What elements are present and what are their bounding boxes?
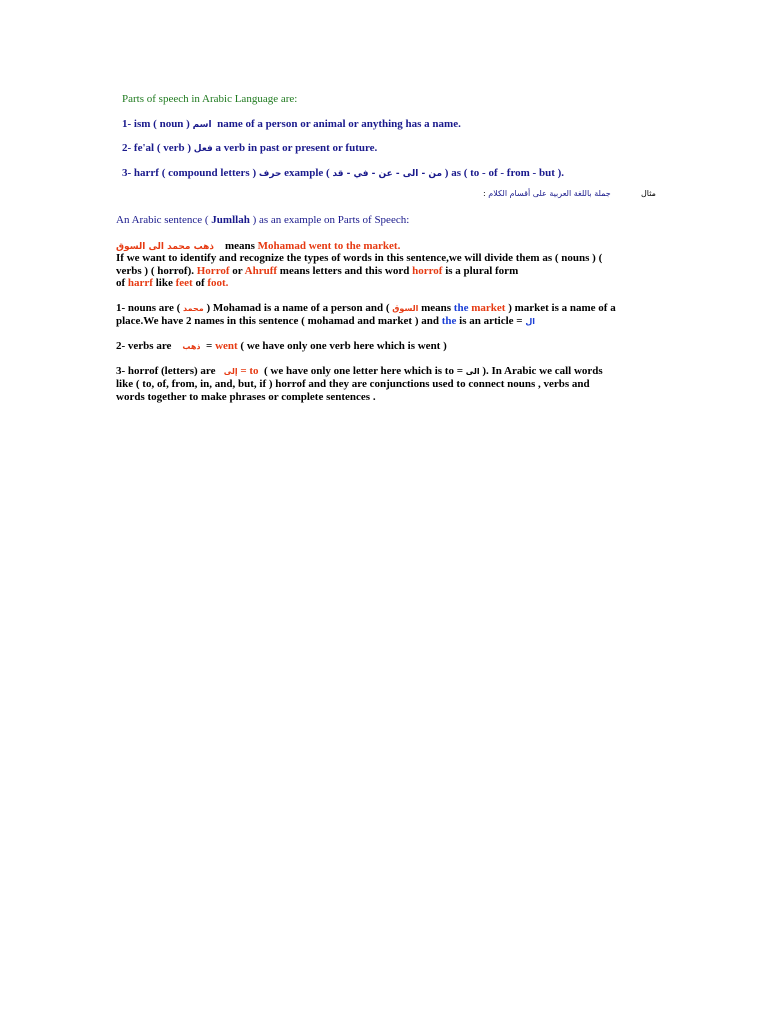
horrof-text2: ). In Arabic we call words bbox=[482, 365, 603, 377]
verbs-line bbox=[116, 340, 447, 353]
item-harrf-text: ) as ( to - of - from - but ). bbox=[444, 167, 565, 179]
horrof-eq: = bbox=[240, 365, 247, 377]
verbs-eq: = bbox=[206, 340, 213, 352]
nouns-line2-text: place.We have 2 names in this sentence ( mohamad and market ) and bbox=[116, 315, 439, 327]
para1-horrof: Horrof bbox=[196, 265, 230, 277]
horrof-arabic2: الى bbox=[465, 367, 480, 376]
item-verb bbox=[122, 142, 377, 156]
item-verb-arabic: فعل bbox=[193, 144, 213, 154]
item-harrf-arabic: حرف bbox=[258, 169, 282, 179]
nouns-text2: ) market is a name of a bbox=[508, 302, 616, 314]
para1-line3 bbox=[116, 277, 228, 290]
example-arabic: جملة باللغة العربية على أقسام الكلام bbox=[488, 189, 611, 198]
horrof-to: to bbox=[249, 365, 259, 377]
verbs-text: ( we have only one verb here which is went ) bbox=[240, 340, 447, 352]
sentence-translation: Mohamad went to the market. bbox=[257, 240, 401, 252]
horrof-line3: words together to make phrases or complete sentences . bbox=[116, 391, 376, 403]
item-noun bbox=[122, 118, 461, 132]
nouns-line1 bbox=[116, 302, 616, 315]
sentence-intro-before: An Arabic sentence ( bbox=[116, 214, 209, 226]
nouns-article: ال bbox=[525, 317, 535, 326]
nouns-arabic1: محمد bbox=[183, 304, 204, 313]
verbs-arabic: ذهب bbox=[182, 342, 201, 351]
horrof-line1 bbox=[116, 365, 603, 378]
para1-text-b: means letters and this word bbox=[279, 265, 410, 277]
para1-horrof2: horrof bbox=[412, 265, 443, 277]
para1-feet: feet bbox=[175, 277, 193, 289]
sentence-means: means bbox=[224, 240, 255, 252]
nouns-the2: the bbox=[441, 315, 457, 327]
para1-harrf: harrf bbox=[127, 277, 153, 289]
nouns-market: market bbox=[471, 302, 506, 314]
horrof-arabic: إلى bbox=[223, 367, 238, 376]
item-verb-prefix: 2- fe'al ( verb ) bbox=[122, 142, 192, 154]
nouns-means: means bbox=[421, 302, 452, 314]
horrof-prefix: 3- horrof (letters) are bbox=[116, 365, 216, 377]
nouns-text1: ) Mohamad is a name of a person and ( bbox=[206, 302, 390, 314]
sentence-arabic: ذهب محمد الى السوق bbox=[116, 242, 214, 252]
item-noun-text: name of a person or animal or anything has a name. bbox=[217, 118, 461, 130]
sentence-intro bbox=[116, 214, 409, 227]
example-label: : مثال bbox=[483, 189, 656, 198]
item-harrf-arabic-list: من - الى - عن - في - قد bbox=[332, 169, 443, 179]
item-noun-prefix: 1- ism ( noun ) bbox=[122, 118, 190, 130]
sentence-intro-term: Jumllah bbox=[211, 214, 250, 226]
item-harrf-mid: example ( bbox=[284, 167, 330, 179]
item-noun-arabic: اسم bbox=[192, 120, 212, 130]
verbs-went: went bbox=[215, 340, 238, 352]
para1-of: of bbox=[116, 277, 126, 289]
para1-ahruff: Ahruff bbox=[244, 265, 278, 277]
para1-of2: of bbox=[195, 277, 205, 289]
heading: Parts of speech in Arabic Language are: bbox=[122, 93, 298, 105]
para1-line1: If we want to identify and recognize the types of words in this sentence,we will divide them as ( nouns ) ( bbox=[116, 252, 603, 264]
nouns-arabic2: السوق bbox=[392, 304, 419, 313]
horrof-line2: like ( to, of, from, in, and, but, if ) horrof and they are conjunctions used to connect nouns , verbs and bbox=[116, 378, 590, 390]
para1-like: like bbox=[155, 277, 173, 289]
para1-text-a: verbs ) ( horrof). bbox=[116, 265, 194, 277]
item-harrf bbox=[122, 167, 564, 181]
nouns-line2 bbox=[116, 315, 535, 328]
verbs-prefix: 2- verbs are bbox=[116, 340, 172, 352]
nouns-the: the bbox=[453, 302, 469, 314]
item-harrf-prefix: 3- harrf ( compound letters ) bbox=[122, 167, 257, 179]
para1-foot: foot. bbox=[207, 277, 229, 289]
para1-text-c: is a plural form bbox=[445, 265, 519, 277]
nouns-line2-b: is an article = bbox=[459, 315, 523, 327]
para1-or: or bbox=[232, 265, 243, 277]
example-line bbox=[483, 187, 656, 200]
item-verb-text: a verb in past or present or future. bbox=[215, 142, 378, 154]
nouns-prefix: 1- nouns are ( bbox=[116, 302, 181, 314]
sentence-intro-after: ) as an example on Parts of Speech: bbox=[252, 214, 410, 226]
horrof-text1: ( we have only one letter here which is to = bbox=[264, 365, 463, 377]
